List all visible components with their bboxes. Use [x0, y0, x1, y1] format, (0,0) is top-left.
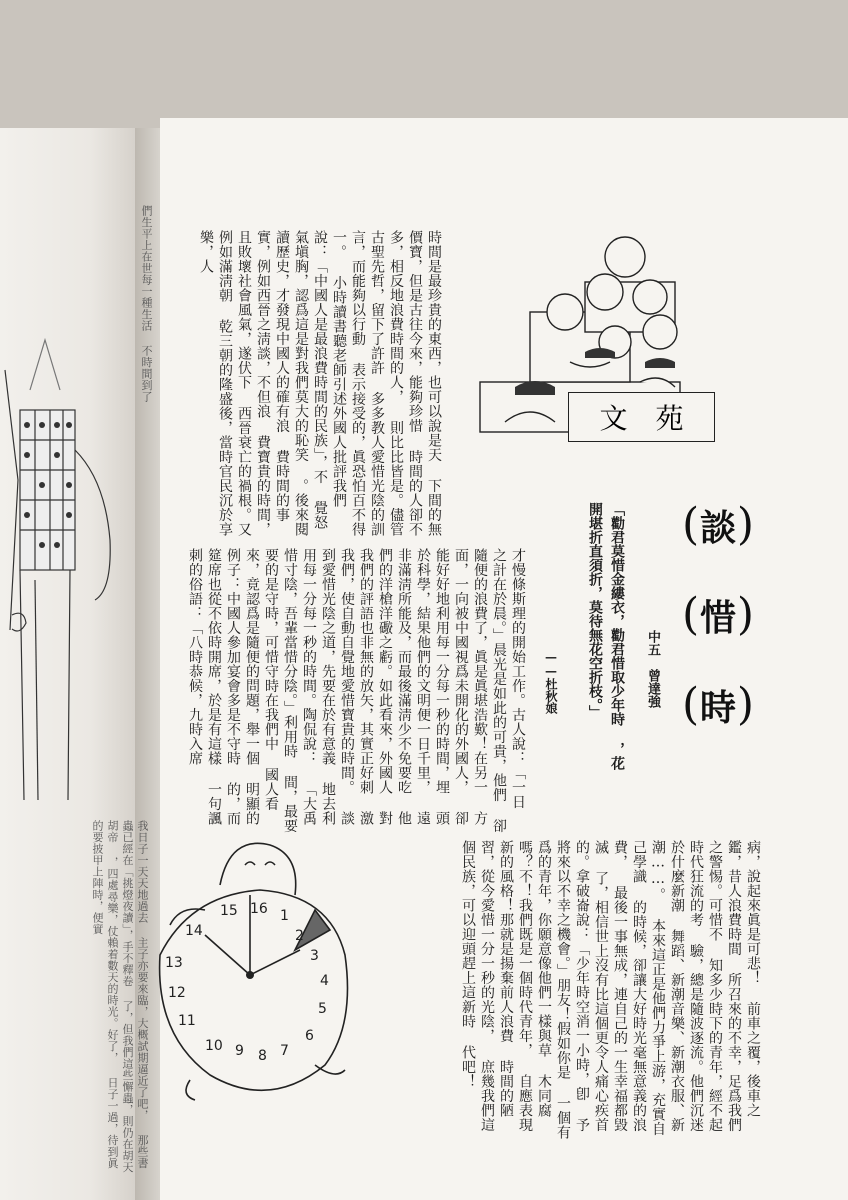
text-column: 他們的洋槍洋礮之虧。如此看來，外國人 [377, 548, 412, 826]
text-column: 說：「中國人是最浪費時間的民族」，不 [312, 230, 328, 484]
text-column: 則比比皆是。儘管古聖先哲，留下了許許 [369, 230, 404, 537]
clock-number: 9 [235, 1043, 244, 1059]
clock-number: 13 [165, 955, 183, 971]
text-column: 費寶貴的時間，且敗壞社會風氣，遂伏下 [236, 230, 271, 537]
clock-number: 3 [310, 948, 319, 964]
title-char: ( 談 ) [682, 499, 754, 550]
left-col: ，四處尋樂，仗賴着數天的時光。好了， [106, 856, 119, 1064]
text-column: 對我們的評語也非無的放矢，其實正好刺 [358, 548, 393, 826]
text-column: 自應表現新的風格！那就是揚棄前人浪費 [498, 840, 533, 1132]
author-name: 曾達強 [645, 669, 660, 708]
text-column: 一個有爲的青年，你願意像他們一樣與草 [536, 840, 571, 1140]
text-column: 卻隨便的浪費了，眞是眞堪浩歎！在另一 [472, 548, 507, 833]
clock-number: 6 [305, 1028, 314, 1044]
text-column: 本來這正是他們力爭上游，充實自己學識 [631, 840, 666, 1136]
text-column: 間，最要要的是守時，可惜守時在我們中 [263, 548, 298, 833]
left-col: 們生平上在世每一種生活 [140, 205, 153, 332]
text-column: 一句諷刺的俗語：「八時恭候，九時入席 [187, 548, 222, 826]
quote-line: 「勸君莫惜金縷衣，勸君惜取少年時 [609, 502, 625, 726]
text-column: 所召來的不幸，足爲我們之警惕。可惜不 [707, 840, 742, 1132]
text-column: 驗，總是隨波逐流。他們沉迷於什麼新潮 [669, 840, 704, 1132]
clock-number: 2 [295, 928, 304, 944]
abacus-figure-illustration [0, 330, 135, 800]
title-char: ( 惜 ) [682, 589, 754, 640]
text-column: 的，而筵席也從不依時開席，於是有這樣 [206, 548, 241, 826]
clock-number: 15 [220, 903, 238, 919]
author-byline [640, 630, 662, 750]
text-column: 明顯的例子：中國人參加宴會多是不守時 [225, 548, 260, 826]
quote-line: ，花開堪折直須折，莫待無花空折枝。」 [587, 502, 625, 770]
text-column: 時間的陋習，從今愛惜一分一秒的光陰， [479, 840, 514, 1118]
clock-number: 4 [320, 973, 329, 989]
left-col: 那些書蟲已經在「挑燈夜讀」，手不釋卷 [121, 820, 149, 1169]
text-column: 卻能好好地利用每一分每一秒的時間，埋 [434, 548, 469, 826]
left-col: 我日子一天天地過去 [136, 820, 149, 924]
text-column: 前車之覆，後車之鑑，昔人浪費時間 [726, 840, 761, 1118]
text-column: 了，相信世上沒有比這個更令人痛心疾首 [593, 871, 609, 1132]
text-column: 予將來以不幸之機會。」朋友！假如你是 [555, 840, 590, 1132]
text-column: 談到愛惜光陰之道，先要在於有意義 [320, 548, 355, 826]
text-column: 。後來閱讀歷史，才發現中國人的確有浪 [274, 230, 309, 537]
clock-number: 5 [318, 1001, 327, 1017]
class-label: 中五 [645, 630, 660, 656]
article-body-block-1 [168, 230, 443, 540]
text-column: 西晉衰亡的禍根。又例如滿淸朝 [217, 230, 252, 537]
clock-number: 11 [178, 1013, 196, 1029]
text-column: 的時候，卻讓大好時光毫無意義的浪費， [612, 840, 647, 1132]
text-column: 舞蹈、新潮音樂、新潮衣服、新潮……。 [650, 840, 685, 1132]
clock-number: 1 [280, 908, 289, 924]
text-column: 覺怒氣塡胸，認爲這是對我們莫大的恥笑 [293, 230, 328, 530]
text-column: 「大禹惜寸陰，吾輩當惜分陰。」利用時 [282, 548, 317, 826]
section-label-box [568, 392, 715, 442]
text-column: 代吧！ [460, 1045, 476, 1089]
text-column: 乾三朝的隆盛後，當時官民沉於享樂，人 [198, 230, 233, 537]
left-col: 日子一過，待到眞的要披甲上陣時，便實 [91, 820, 119, 1169]
text-column: 病，說起來眞是可悲！ [745, 840, 761, 985]
quote-source: ——杜秋娘 [544, 650, 558, 714]
text-column: 時間是最珍貴的東西，也可以說是天 [426, 230, 442, 462]
article-body-block-3 [402, 840, 762, 1140]
epigraph-quote [578, 502, 628, 772]
text-column: 遠非滿淸所能及，而最後滿淸少不免要吃 [396, 548, 431, 826]
text-column: 小時讀書聽老師引述外國人批評我們 [331, 275, 347, 508]
text-column: 頭於科學，結果他們的文明便一日千里， [415, 548, 450, 826]
text-column: 最後一事無成，連自己的一生幸福都毀滅 [593, 840, 628, 1132]
left-col: 不時間到了 [140, 345, 153, 403]
text-column: 才慢條斯理的開始工作。古人說：「一日 [510, 548, 526, 809]
text-column: 激我們，使自動自覺地愛惜寶貴的時間。 [339, 548, 374, 826]
left-col: 了，但我們這些懈蟲，則仍在胡天胡帝 [106, 820, 134, 1173]
text-column: 的。拿破崙說：「少年時空消一小時，卽 [574, 840, 590, 1101]
text-column: 多多教人愛惜光陰的訓言，而能夠以行動 [350, 230, 385, 537]
left-col: 主子亦要來臨，大概試期逼近了吧， [136, 937, 149, 1121]
title-char: ( 時 ) [682, 679, 754, 730]
text-column: 時間的人卻不多，相反地浪費時間的人， [388, 230, 423, 537]
left-page-text [60, 820, 150, 1180]
section-label: 文苑 [599, 402, 712, 435]
clock-illustration [150, 835, 365, 1115]
text-column: 表示接受的，眞恐怕百不得一。 [331, 230, 366, 537]
text-column: 費時間的事實，例如西晉之淸談，不但浪 [255, 230, 290, 522]
text-column: 地去利用每一分每一秒的時間。陶侃說： [301, 548, 336, 826]
article-body-block-2 [172, 548, 527, 838]
clock-number: 8 [258, 1048, 267, 1064]
text-column: 下間的無價寶，但是古往今來，能夠珍惜 [407, 230, 442, 537]
text-column: 方面，一向被中國視爲未開化的外國人， [453, 548, 488, 826]
clock-number: 12 [168, 985, 186, 1001]
clock-number: 14 [185, 923, 203, 939]
text-column: 之計在於晨。」晨光是如此的可貴，他們 [491, 548, 507, 802]
text-column: 國人看來，竟認爲是隨便的問題，舉一個 [244, 548, 279, 811]
clock-number: 10 [205, 1038, 223, 1054]
text-column: 木同腐嗎？不！我們既是一個時代青年， [517, 840, 552, 1118]
text-column: 知多少時下的青年，經不起時代狂流的考 [688, 840, 723, 1132]
clock-number: 16 [250, 901, 268, 917]
text-column: 庶幾我們這個民族，可以迎頭趕上這新時 [460, 840, 495, 1132]
clock-number: 7 [280, 1043, 289, 1059]
